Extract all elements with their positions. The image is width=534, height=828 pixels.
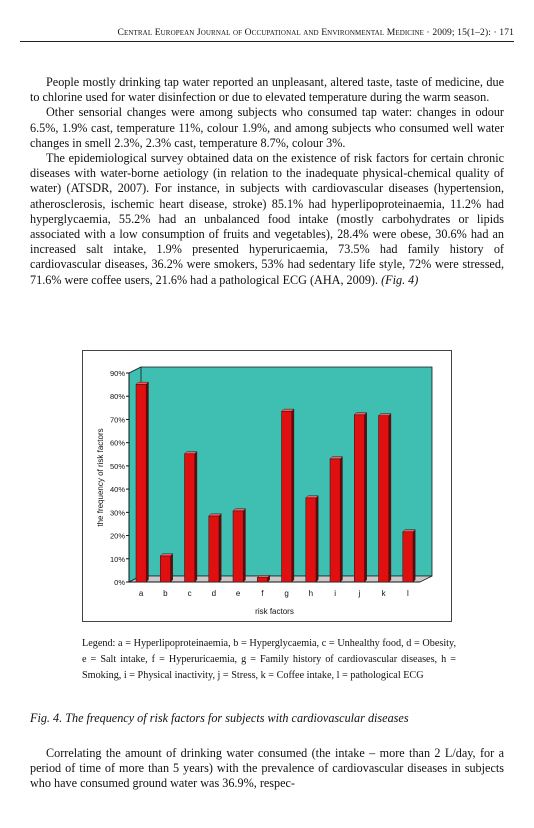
paragraph-3-text: The epidemiological survey obtained data on the existence of risk factors for certain chronic diseases with water-borne aetiology (in relation to the inadequate physical-chemical quality of water) (ATSDR, 2007). For instance, in subjects with cardiovascular diseases (hypertension, atherosclerosis, ischemic heart disease, stroke) 85.1% had hyperlipoproteinaemia, 11.2% had hyperglycaemia, 55.2% had an unbalanced food intake (mostly carbohydrates or lipids associated with a low consumption of fruits and vegetables), 28.4% were obese, 30.6% had an increased salt intake, 1.9% presented hyperuricaemia, 73.5% had family history of cardiovascular diseases, 36.2% were smokers, 53% had sedentary life style, 72% were stressed, 71.6% were coffee users, 21.6% had a pathological ECG (AHA, 2009). — [30, 151, 504, 287]
bar-h — [306, 498, 316, 582]
paragraph-1: People mostly drinking tap water reported an unpleasant, altered taste, taste of medicine, due to chlorine used for water disinfection or due to elevated temperature during the warm season. — [30, 75, 504, 105]
x-tick-label: c — [187, 589, 192, 598]
y-tick-label: 80% — [109, 392, 125, 402]
x-tick-label: f — [261, 589, 264, 598]
bar-top — [306, 496, 318, 498]
figure-legend: Legend: a = Hyperlipoproteinaemia, b = Hyperglycaemia, c = Unhealthy food, d = Obesity, e = Salt intake, f = Hyperuricaemia, g = Family history of cardiovascular diseases, h = Smoking, i = Physical inactivity, j = Stress, k = Coffee intake, l = pathological ECG — [82, 638, 456, 682]
bar-k — [379, 416, 389, 582]
bar-top — [160, 554, 172, 556]
bar-a — [136, 384, 146, 582]
figure-caption: Fig. 4. The frequency of risk factors for subjects with cardiovascular diseases — [30, 711, 409, 725]
bar-top — [209, 514, 221, 516]
figure-4 — [82, 350, 452, 622]
bar-top — [136, 382, 148, 384]
citation: · 2009; 15(1–2): · 171 — [426, 27, 514, 38]
bar-side — [292, 409, 294, 582]
bar-g — [282, 411, 292, 582]
figure-reference[interactable]: (Fig. 4) — [381, 272, 419, 287]
y-tick-label: 10% — [109, 554, 125, 564]
bar-top — [257, 575, 269, 577]
bar-top — [282, 409, 294, 411]
y-tick-label: 50% — [109, 461, 125, 471]
bar-i — [330, 459, 340, 582]
x-tick-label: d — [211, 589, 217, 598]
bar-side — [364, 413, 366, 582]
x-tick-label: h — [308, 589, 314, 598]
x-tick-label: a — [138, 589, 144, 598]
bar-top — [185, 452, 197, 454]
y-tick-label: 90% — [109, 369, 125, 378]
y-tick-label: 40% — [109, 485, 125, 495]
bar-j — [354, 415, 364, 582]
bar-top — [330, 457, 342, 459]
bar-top — [233, 509, 245, 511]
x-tick-label: l — [406, 589, 409, 598]
journal-name: Central European Journal of Occupational and Environmental Medicine — [117, 27, 425, 38]
bar-c — [185, 454, 195, 582]
y-tick-label: 30% — [109, 508, 125, 518]
y-tick-label: 70% — [109, 415, 125, 425]
x-axis-title: risk factors — [255, 607, 294, 616]
x-tick-label: j — [358, 589, 361, 598]
x-tick-label: b — [163, 589, 168, 598]
bar-top — [403, 530, 415, 532]
bar-side — [413, 530, 415, 582]
bar-chart — [83, 351, 453, 623]
bar-side — [219, 514, 221, 582]
bar-e — [233, 511, 243, 582]
bar-side — [195, 452, 197, 582]
bar-side — [243, 509, 245, 582]
bar-side — [316, 496, 318, 582]
x-tick-label: g — [284, 589, 289, 598]
bar-side — [146, 382, 148, 582]
y-tick-label: 20% — [109, 531, 125, 541]
paragraph-2: Other sensorial changes were among subjects who consumed tap water: changes in odour 6.5%, 1.9% cast, temperature 11%, colour 1.9%, and among subjects who consumed well water changes in smell 2.3%, 2.3% cast, temperature 8.7%, colour 3%. — [30, 105, 504, 150]
bar-b — [160, 556, 170, 582]
paragraph-4: Correlating the amount of drinking water consumed (the intake – more than 2 L/day, for a period of time of more than 5 years) with the prevalence of cardiovascular diseases in subjects who have consumed ground water was 36.9%, respec- — [30, 746, 504, 791]
bar-side — [170, 554, 172, 582]
bar-f — [257, 578, 267, 582]
y-tick-label: 60% — [109, 438, 125, 448]
y-axis-title: the frequency of risk factors — [96, 428, 105, 527]
body-text-continued — [30, 746, 504, 792]
running-head — [20, 27, 514, 42]
bar-top — [354, 413, 366, 415]
bar-side — [340, 457, 342, 582]
y-tick-label: 0% — [114, 578, 125, 587]
body-text — [30, 75, 504, 288]
x-tick-label: i — [334, 589, 337, 598]
bar-top — [379, 414, 391, 416]
bar-side — [389, 414, 391, 582]
x-tick-label: e — [235, 589, 241, 598]
bar-d — [209, 516, 219, 582]
paragraph-3 — [30, 151, 504, 288]
x-tick-label: k — [381, 589, 386, 598]
bar-l — [403, 532, 413, 582]
